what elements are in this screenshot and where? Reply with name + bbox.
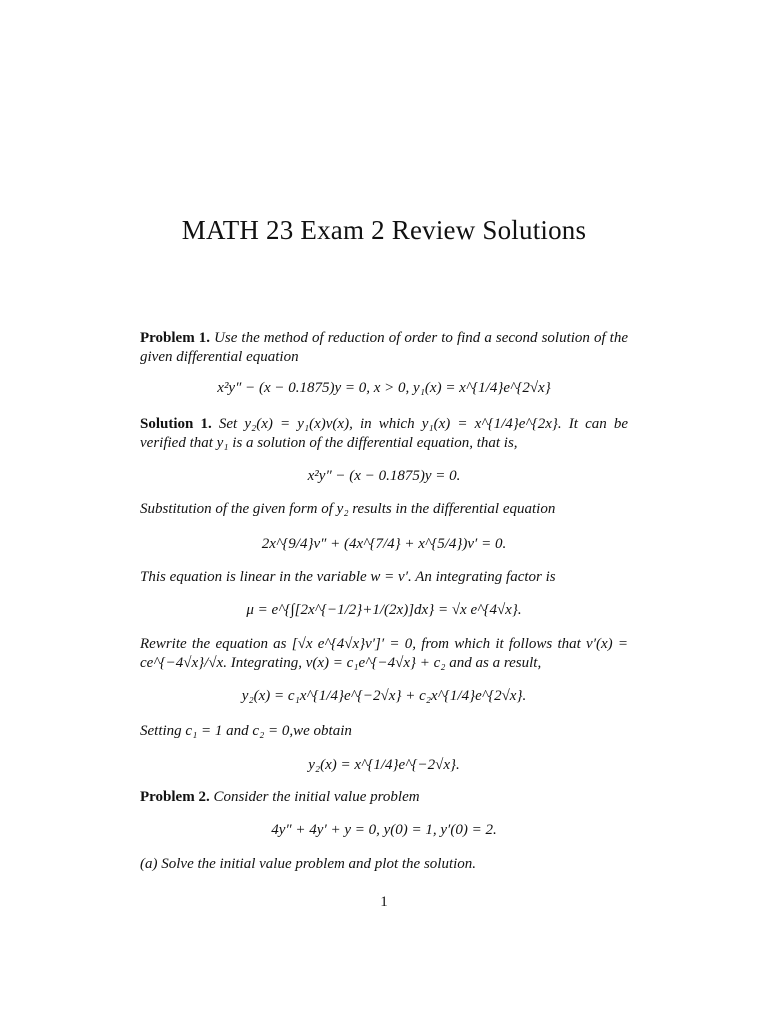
solution-1-equation5: y₂(x) = x^{1/4}e^{−2√x}. [308,757,460,773]
solution-1-equation4: y₂(x) = c₁x^{1/4}e^{−2√x} + c₂x^{1/4}e^{2√x}. [241,688,527,704]
problem-1-heading: Problem 1. [140,330,211,346]
problem-2-part-a: (a) Solve the initial value problem and plot the solution. [140,856,477,872]
problem-1-equation: x²y″ − (x − 0.1875)y = 0, x > 0, y₁(x) = x^{1/4}e^{2√x} [217,380,551,396]
problem-2-statement [140,788,628,807]
solution-1-text3: This equation is linear in the variable w = v′. An integrating factor is [140,569,556,585]
page-number: 1 [380,894,388,910]
solution-1-text1: Set y₂(x) = y₁(x)v(x), in which y₁(x) = x^{1/4}e^{2x}. It can be verified that y₁ is a solution of the differential equation, that is, [140,416,629,451]
solution-1-text4: Rewrite the equation as [√x e^{4√x}v′]′ = 0, from which it follows that v′(x) = ce^{−4√x}/√x. Integrating, v(x) = c₁e^{−4√x} + c₂ and as a result, [140,636,628,671]
problem-1-statement [140,329,628,367]
solution-1-intro [140,415,628,453]
solution-1-equation2: 2x^{9/4}v″ + (4x^{7/4} + x^{5/4})v′ = 0. [261,536,507,552]
solution-1-equation1: x²y″ − (x − 0.1875)y = 0. [307,468,461,484]
solution-1-text5: Setting c₁ = 1 and c₂ = 0,we obtain [140,723,352,739]
solution-1-equation3: μ = e^{∫[2x^{−1/2}+1/(2x)]dx} = √x e^{4√x}. [246,602,522,618]
solution-1-heading: Solution 1. [140,416,212,432]
document-title: MATH 23 Exam 2 Review Solutions [181,215,587,245]
problem-2-text: Consider the initial value problem [213,789,420,805]
solution-1-text2: Substitution of the given form of y₂ results in the differential equation [140,501,556,517]
problem-2-heading: Problem 2. [140,789,210,805]
problem-2-equation: 4y″ + 4y′ + y = 0, y(0) = 1, y′(0) = 2. [271,822,497,838]
problem-1-text: Use the method of reduction of order to find a second solution of the given differential equation [140,330,628,365]
